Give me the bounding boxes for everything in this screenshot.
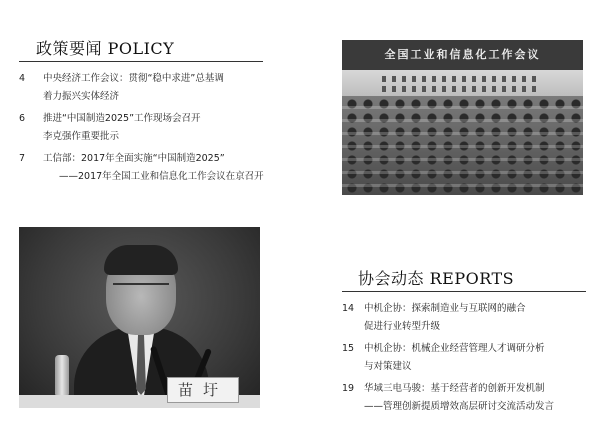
policy-toc-item-2[interactable]: [19, 110, 299, 146]
policy-divider: [19, 61, 263, 62]
stage-row: [382, 76, 542, 82]
toc-title-line: 着力振兴实体经济: [43, 91, 120, 102]
conference-banner-text: 全国工业和信息化工作会议: [342, 40, 583, 70]
toc-title-line: 促进行业转型升级: [364, 321, 441, 332]
conference-photo: [342, 40, 583, 195]
toc-title-line: 与对策建议: [364, 361, 412, 372]
toc-title-line: 李克强作重要批示: [43, 131, 120, 142]
speaker-nameplate: 苗圩: [167, 377, 239, 403]
reports-toc-item-2[interactable]: [342, 340, 592, 376]
page-number: 4: [19, 73, 26, 84]
page-number: 6: [19, 113, 26, 124]
toc-title-line: 华域三电马骏：基于经营者的创新开发机制: [364, 383, 545, 394]
stage-row: [382, 86, 542, 92]
page-number: 14: [342, 303, 355, 314]
page-number: 15: [342, 343, 355, 354]
page-number: 19: [342, 383, 355, 394]
reports-toc-item-3[interactable]: [342, 380, 602, 416]
speaker-hair: [104, 245, 178, 275]
conference-audience-rows: [342, 96, 583, 195]
conference-stage: [342, 70, 583, 96]
toc-title-line: 工信部：2017年全面实施“中国制造2025”: [43, 153, 225, 164]
reports-divider: [342, 291, 586, 292]
policy-toc-item-3[interactable]: [19, 150, 319, 186]
water-bottle: [55, 355, 69, 395]
policy-toc-item-1[interactable]: [19, 70, 299, 106]
toc-title-line: ——2017年全国工业和信息化工作会议在京召开: [59, 171, 264, 182]
toc-title-line: 推进“中国制造2025”工作现场会召开: [43, 113, 201, 124]
reports-section-title: 协会动态 REPORTS: [358, 269, 515, 288]
policy-section-title: 政策要闻 POLICY: [36, 39, 175, 58]
reports-toc-item-1[interactable]: [342, 300, 592, 336]
toc-title-line: ——管理创新提质增效高层研讨交流活动发言: [364, 401, 555, 412]
speaker-portrait-photo: [19, 227, 260, 408]
speaker-glasses: [113, 283, 169, 297]
toc-title-line: 中机企协：探索制造业与互联网的融合: [364, 303, 526, 314]
toc-title-line: 中央经济工作会议：贯彻“稳中求进”总基调: [43, 73, 224, 84]
page-number: 7: [19, 153, 26, 164]
toc-title-line: 中机企协：机械企业经营管理人才调研分析: [364, 343, 545, 354]
